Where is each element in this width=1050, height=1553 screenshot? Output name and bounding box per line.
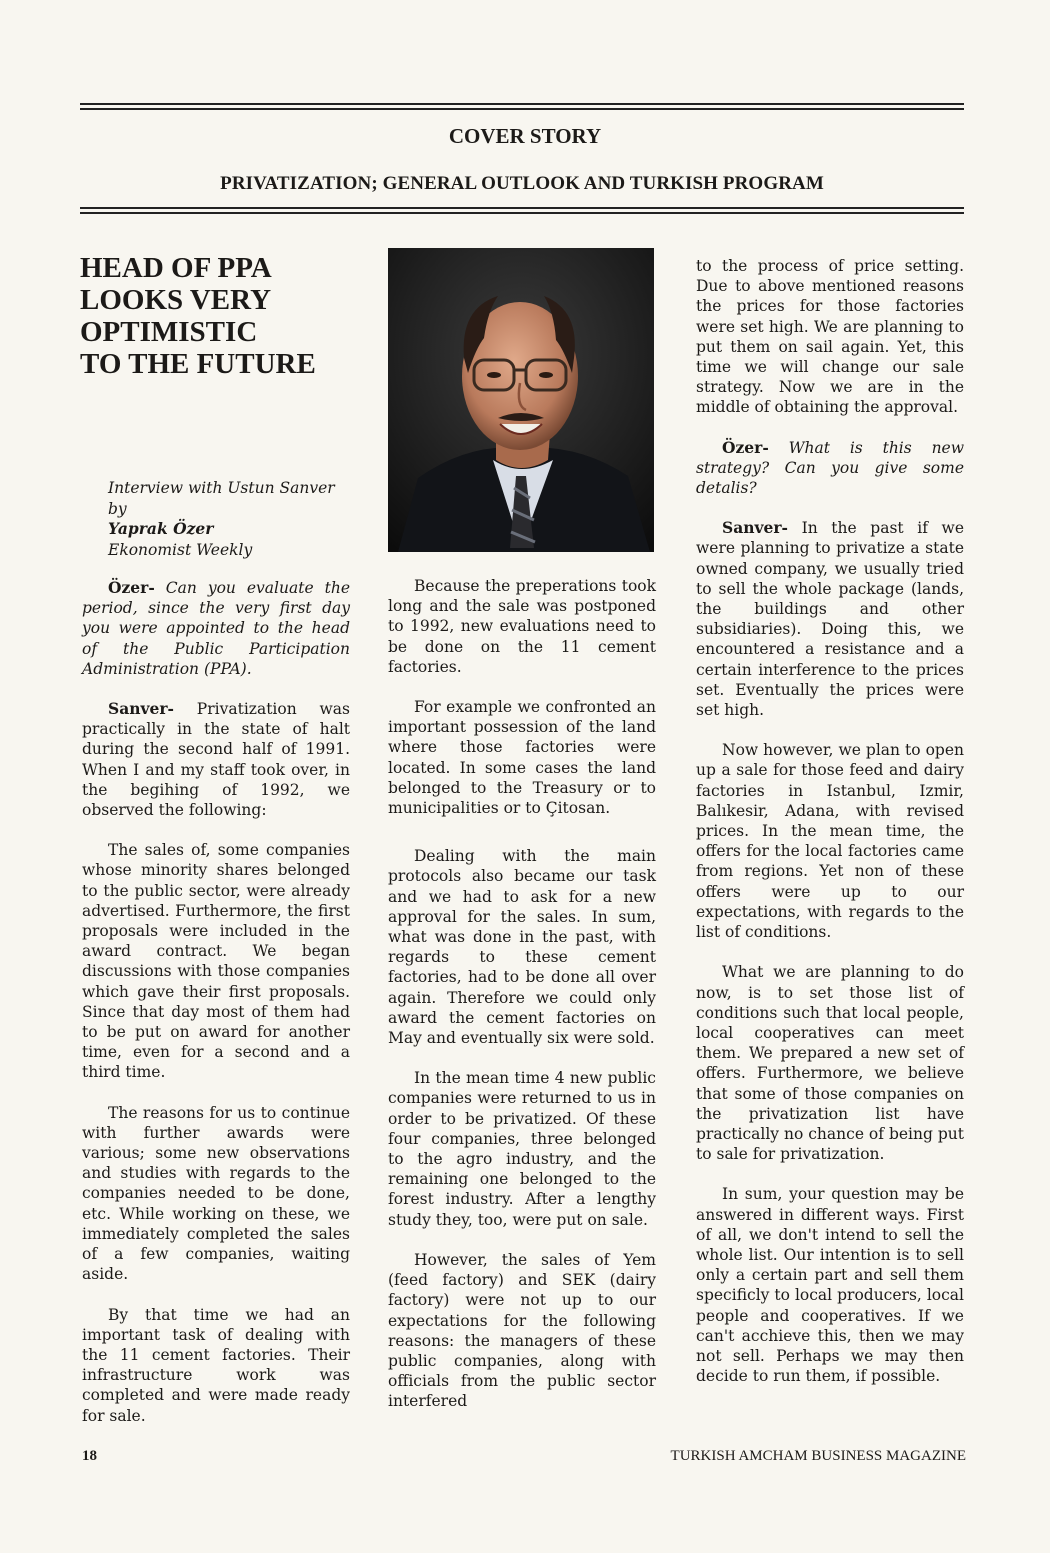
- paragraph: For example we confronted an important possession of the land where those factories were located. In some cases the land belonged to the Treasury or to municipalities or to Çitosan.: [388, 698, 656, 818]
- paragraph: Because the preperations took long and the sale was postponed to 1992, new evaluations need to be done on the 11 cement factories.: [388, 577, 656, 676]
- speaker-sanver: Sanver-: [722, 518, 788, 538]
- question-2-text: What is this new strategy? Can you give some detalis?: [696, 438, 964, 498]
- section-title: COVER STORY: [448, 124, 602, 148]
- paragraph: In the mean time 4 new public companies were returned to us in order to be privatized. Of these four companies, three belonged to the agro industry, and the remaining one belonged to the forest industry. After a lengthy study they, too, were put on sale.: [388, 1069, 656, 1229]
- subhead: PRIVATIZATION; GENERAL OUTLOOK AND TURKISH PROGRAM: [220, 173, 824, 194]
- column-1: [82, 578, 350, 1446]
- column-2: [388, 576, 656, 1432]
- column-3: [696, 256, 964, 1406]
- paragraph: The sales of, some companies whose minority shares belonged to the public sector, were already advertised. Furthermore, the first proposals were included in the award contract. We began discussions with those companies which gave their first proposals. Since that day most of them had to be put on award for another time, even for a second and a third time.: [82, 841, 350, 1082]
- speaker-ozer: Özer-: [722, 437, 769, 457]
- mid-rule-2: [80, 212, 964, 214]
- byline: [108, 478, 368, 560]
- paragraph: What we are planning to do now, is to set those list of conditions such that local people, local cooperatives can meet them. We prepared a new set of offers. Furthermore, we believe that some of those companies on the privatization list have practically no chance of being put to sale for privatization.: [696, 963, 964, 1164]
- paragraph: Dealing with the main protocols also became our task and we had to ask for a new approval for the sales. In sum, what was done in the past, with regards to these cement factories, had to be done all over again. Therefore we could only award the cement factories on May and eventually six were sold.: [388, 847, 656, 1048]
- article-headline: HEAD OF PPA LOOKS VERY OPTIMISTIC TO THE FUTURE: [80, 252, 316, 380]
- answer-2: [696, 518, 964, 720]
- paragraph: Now however, we plan to open up a sale for those feed and dairy factories in Istanbul, Izmir, Balıkesir, Adana, with revised prices. In the mean time, the offers for the local factories came from regions. Yet non of these offers were up to our expectations, with regards to the list of conditions.: [696, 741, 964, 942]
- speaker-ozer: Özer-: [108, 578, 155, 597]
- portrait-image: [388, 248, 654, 552]
- answer-1: [82, 699, 350, 820]
- paragraph: The reasons for us to continue with further awards were various; some new observations and studies with regards to the companies needed to be done, etc. While working on these, we immediately completed the sales of a few companies, waiting aside.: [82, 1103, 350, 1284]
- paragraph: In sum, your question may be answered in different ways. First of all, we don't intend to sell the whole list. Our intention is to sell only a certain part and sell them specificly to local producers, local people and cooperatives. If we can't acchieve this, then we may not sell. Perhaps we may then decide to run them, if possible.: [696, 1185, 964, 1386]
- paragraph: By that time we had an important task of dealing with the 11 cement factories. Their infrastructure work was completed and were made ready for sale.: [82, 1305, 350, 1425]
- question-1: [82, 578, 350, 679]
- page-number: 18: [82, 1448, 97, 1464]
- portrait-photo: [388, 248, 654, 552]
- magazine-name: TURKISH AMCHAM BUSINESS MAGAZINE: [670, 1448, 966, 1464]
- byline-interview: Interview with Ustun Sanver: [108, 479, 335, 497]
- paragraph-continued: to the process of price setting. Due to above mentioned reasons the prices for those factories were set high. We are planning to put them on sail again. Yet, this time we will change our sale strategy. Now we are in the middle of obtaining the approval.: [696, 257, 964, 417]
- top-rule-1: [80, 103, 964, 105]
- question-2: [696, 438, 964, 499]
- speaker-sanver: Sanver-: [108, 699, 174, 719]
- byline-by: by: [108, 499, 127, 518]
- question-1-text: Can you evaluate the period, since the very first day you were appointed to the head of the Public Participation Administration (PPA).: [82, 579, 350, 678]
- byline-publication: Ekonomist Weekly: [108, 540, 253, 559]
- byline-author: Yaprak Özer: [108, 519, 214, 538]
- mid-rule-1: [80, 207, 964, 209]
- answer-1-text: Privatization was practically in the state of halt during the second half of 1991. When I and my staff took over, in the begihing of 1992, we observed the following:: [82, 700, 350, 820]
- paragraph: However, the sales of Yem (feed factory) and SEK (dairy factory) were not up to our expectations for the following reasons: the managers of these public companies, along with officials from the public sector interfered: [388, 1250, 656, 1411]
- answer-2-text: In the past if we were planning to privatize a state owned company, we usually tried to sell the whole package (lands, the buildings and other subsidiaries). Doing this, we encountered a resistance and a certain interference to the prices set. Eventually the prices were set high.: [696, 519, 964, 720]
- top-rule-2: [80, 108, 964, 110]
